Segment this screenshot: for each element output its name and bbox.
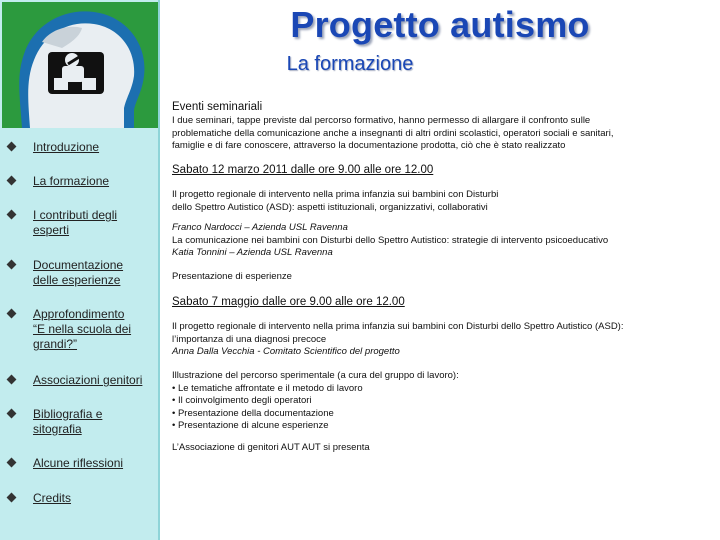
diamond-bullet-icon <box>7 210 17 220</box>
nav-item-bibliografia[interactable] <box>8 407 158 437</box>
nav-link-credits[interactable]: Credits <box>33 491 72 505</box>
event1-talk2: Franco Nardocci – Azienda USL Ravenna La comunicazione nei bambini con Disturbi dello Spettro Autistico: strategie di intervento psicoeducativo Katia Tonnini – Azienda USL Ravenna <box>172 222 609 258</box>
nav-item-credits[interactable] <box>8 491 158 506</box>
event2-talk3: L’Associazione di genitori AUT AUT si presenta <box>172 442 370 453</box>
nav-link-bibliografia[interactable]: Bibliografia e sitografia <box>33 407 103 436</box>
nav-item-documentazione[interactable] <box>8 258 158 288</box>
project-logo <box>2 2 158 128</box>
head-silhouette-icon <box>2 2 158 128</box>
sidebar <box>0 0 160 540</box>
nav-item-associazioni-genitori[interactable] <box>8 373 158 388</box>
diamond-bullet-icon <box>7 176 17 186</box>
nav-link-associazioni-genitori[interactable]: Associazioni genitori <box>33 373 143 387</box>
diamond-bullet-icon <box>7 493 17 503</box>
nav-item-contributi-esperti[interactable] <box>8 208 158 238</box>
nav-link-documentazione[interactable]: Documentazione delle esperienze <box>33 258 124 287</box>
nav-link-la-formazione[interactable]: La formazione <box>33 174 110 188</box>
diamond-bullet-icon <box>7 309 17 319</box>
diamond-bullet-icon <box>7 375 17 385</box>
section-heading: Eventi seminariali <box>172 101 263 113</box>
nav-link-approfondimento[interactable]: Approfondimento “E nella scuola dei grandi?” <box>33 307 132 351</box>
event1-speaker1: Franco Nardocci – Azienda USL Ravenna <box>172 222 348 233</box>
nav-item-la-formazione[interactable] <box>8 174 158 189</box>
nav-item-approfondimento[interactable] <box>8 307 158 352</box>
event2-talk2: Illustrazione del percorso sperimentale (a cura del gruppo di lavoro): • Le tematiche affrontate e il metodo di lavoro • Il coinvolgimento degli operatori • Presentazione della documentazione • Presentazione di alcune esperienze <box>172 370 459 431</box>
page-subtitle: La formazione <box>286 53 414 75</box>
intro-paragraph: I due seminari, tappe previste dal percorso formativo, hanno permesso di allargare il confronto sulle problematiche della comunicazione anche a insegnanti di altri ordini scolastici, operatori sociali e sanitari, famiglie e di fare conoscere, attraverso la documentazione prodotta, ciò che è stato realizzato <box>172 115 614 151</box>
event1-date: Sabato 12 marzo 2011 dalle ore 9.00 alle ore 12.00 <box>172 164 434 176</box>
event2-speaker: Anna Dalla Vecchia - Comitato Scientifico del progetto <box>172 346 400 357</box>
diamond-bullet-icon <box>7 260 17 270</box>
event2-date: Sabato 7 maggio dalle ore 9.00 alle ore 12.00 <box>172 296 405 308</box>
nav-link-introduzione[interactable]: Introduzione <box>33 140 100 154</box>
nav-item-alcune-riflessioni[interactable] <box>8 456 158 471</box>
event1-speaker2: Katia Tonnini – Azienda USL Ravenna <box>172 247 333 258</box>
event1-talk3: Presentazione di esperienze <box>172 271 292 282</box>
page-title: Progetto autismo <box>290 4 590 45</box>
nav-item-introduzione[interactable] <box>8 140 158 155</box>
diamond-bullet-icon <box>7 409 17 419</box>
diamond-bullet-icon <box>7 142 17 152</box>
event2-talk1: Il progetto regionale di intervento nella prima infanzia sui bambini con Disturbi dello Spettro Autistico (ASD): l’importanza di una diagnosi precoce Anna Dalla Vecchia - Comitato Scientifico del progetto <box>172 321 624 357</box>
nav-link-alcune-riflessioni[interactable]: Alcune riflessioni <box>33 456 124 470</box>
diamond-bullet-icon <box>7 458 17 468</box>
event1-talk1: Il progetto regionale di intervento nella prima infanzia sui bambini con Disturbi dello Spettro Autistico (ASD): aspetti istituzionali, organizzativi, collaborativi <box>172 189 499 213</box>
nav-link-contributi-esperti[interactable]: I contributi degli esperti <box>33 208 118 237</box>
